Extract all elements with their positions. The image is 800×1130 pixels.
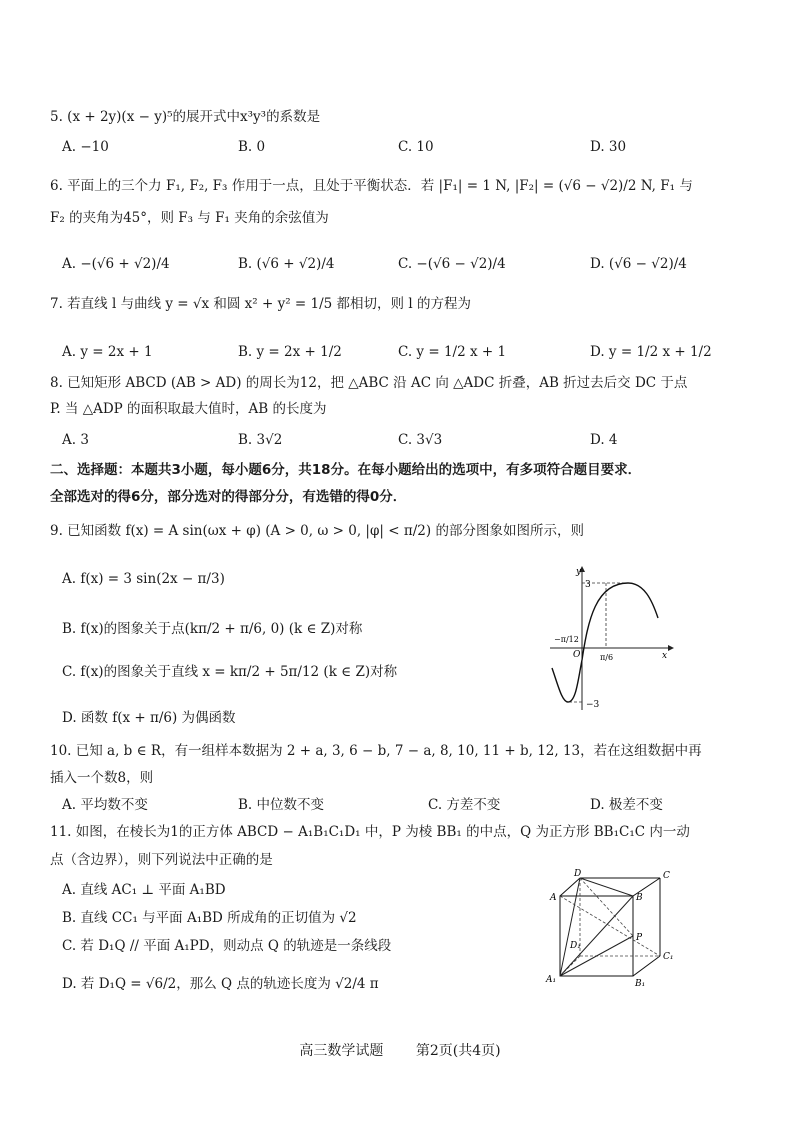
q11-option-c: C. 若 D₁Q // 平面 A₁PD，则动点 Q 的轨迹是一条线段 [62,938,392,954]
label-C: C [663,871,670,881]
max-label: 3 [585,580,591,590]
q10-option-a: A. 平均数不变 [62,797,148,813]
q7-option-a: A. y = 2x + 1 [62,344,153,360]
section-2-heading: 二、选择题：本题共3小题，每小题6分，共18分。在每小题给出的选项中，有多项符合题目要求． [50,462,642,478]
origin-label: O [573,650,581,660]
neg-tick-label: −π/12 [554,635,579,644]
q9-option-b: B. f(x)的图象关于点(kπ/2 + π/6, 0) (k ∈ Z)对称 [62,621,363,637]
question-11-stem-line2: 点（含边界），则下列说法中正确的是 [50,852,273,868]
q5-option-b: B. 0 [238,139,266,155]
question-6-stem-line2: F₂ 的夹角为45°，则 F₃ 与 F₁ 夹角的余弦值为 [50,210,329,226]
q6-option-c: C. −(√6 − √2)/4 [398,256,506,272]
label-C1: C₁ [663,952,674,962]
q5-option-c: C. 10 [398,139,434,155]
question-11-stem-line1: 11. 如图，在棱长为1的正方体 ABCD − A₁B₁C₁D₁ 中，P 为棱 BB₁ 的中点，Q 为正方形 BB₁C₁C 内一动 [50,824,690,840]
q9-option-d: D. 函数 f(x + π/6) 为偶函数 [62,710,236,726]
cube-diagram [540,868,680,993]
line-a1-b [560,896,633,976]
q8-option-a: A. 3 [62,432,89,448]
pos-tick-label: π/6 [600,653,614,662]
label-D1: D₁ [570,941,581,951]
label-P: P [636,933,643,943]
footer-title: 高三数学试题 [299,1043,384,1059]
q6-option-d: D. (√6 − √2)/4 [590,256,687,272]
label-B: B [636,893,643,903]
question-5-stem: 5. (x + 2y)(x − y)⁵的展开式中x³y³的系数是 [50,109,321,125]
q10-option-d: D. 极差不变 [590,797,663,813]
question-8-stem-line1: 8. 已知矩形 ABCD (AB > AD) 的周长为12，把 △ABC 沿 AC 向 △ADC 折叠，AB 折过去后交 DC 于点 [50,375,688,391]
section-2-instructions: 全部选对的得6分，部分选对的得部分分，有选错的得0分． [50,489,407,505]
question-10-stem-line2: 插入一个数8，则 [50,770,154,786]
footer-page-number: 第2页(共4页) [415,1043,501,1059]
question-8-stem-line2: P. 当 △ADP 的面积取最大值时，AB 的长度为 [50,401,327,417]
q5-option-a: A. −10 [62,139,109,155]
q8-option-b: B. 3√2 [238,432,283,448]
question-9-stem: 9. 已知函数 f(x) = A sin(ωx + φ) (A > 0, ω > 0, |φ| < π/2) 的部分图象如图所示，则 [50,523,584,539]
q8-option-c: C. 3√3 [398,432,443,448]
label-A: A [550,893,557,903]
q6-option-b: B. (√6 + √2)/4 [238,256,335,272]
label-B1: B₁ [635,979,646,989]
min-label: −3 [586,700,600,710]
q10-option-b: B. 中位数不变 [238,797,325,813]
cube-bottom-right-edge [633,956,660,976]
q7-option-b: B. y = 2x + 1/2 [238,344,342,360]
q5-option-d: D. 30 [590,139,627,155]
q9-option-a: A. f(x) = 3 sin(2x − π/3) [62,571,225,587]
label-A1: A₁ [546,975,557,985]
q11-option-d: D. 若 D₁Q = √6/2，那么 Q 点的轨迹长度为 √2/4 π [62,976,379,992]
q6-option-a: A. −(√6 + √2)/4 [62,256,170,272]
q8-option-d: D. 4 [590,432,618,448]
q7-option-c: C. y = 1/2 x + 1 [398,344,507,360]
x-axis-arrow-icon [668,645,674,651]
label-D: D [574,869,582,879]
y-axis-label: y [576,567,582,577]
q9-option-c: C. f(x)的图象关于直线 x = kπ/2 + 5π/12 (k ∈ Z)对称 [62,664,398,680]
q7-option-d: D. y = 1/2 x + 1/2 [590,344,712,360]
q10-option-c: C. 方差不变 [428,797,501,813]
q11-option-b: B. 直线 CC₁ 与平面 A₁BD 所成角的正切值为 √2 [62,910,357,926]
question-10-stem-line1: 10. 已知 a, b ∈ R，有一组样本数据为 2 + a, 3, 6 − b, 7 − a, 8, 10, 11 + b, 12, 13，若在这组数据中再 [50,743,702,759]
question-6-stem-line1: 6. 平面上的三个力 F₁, F₂, F₃ 作用于一点，且处于平衡状态．若 |F₁| = 1 N, |F₂| = (√6 − √2)/2 N, F₁ 与 [50,178,693,194]
x-axis-label: x [662,651,668,661]
sine-graph [540,560,690,715]
page-footer [0,1040,800,1060]
question-7-stem: 7. 若直线 l 与曲线 y = √x 和圆 x² + y² = 1/5 都相切，则 l 的方程为 [50,296,471,312]
q11-option-a: A. 直线 AC₁ ⊥ 平面 A₁BD [62,882,226,898]
